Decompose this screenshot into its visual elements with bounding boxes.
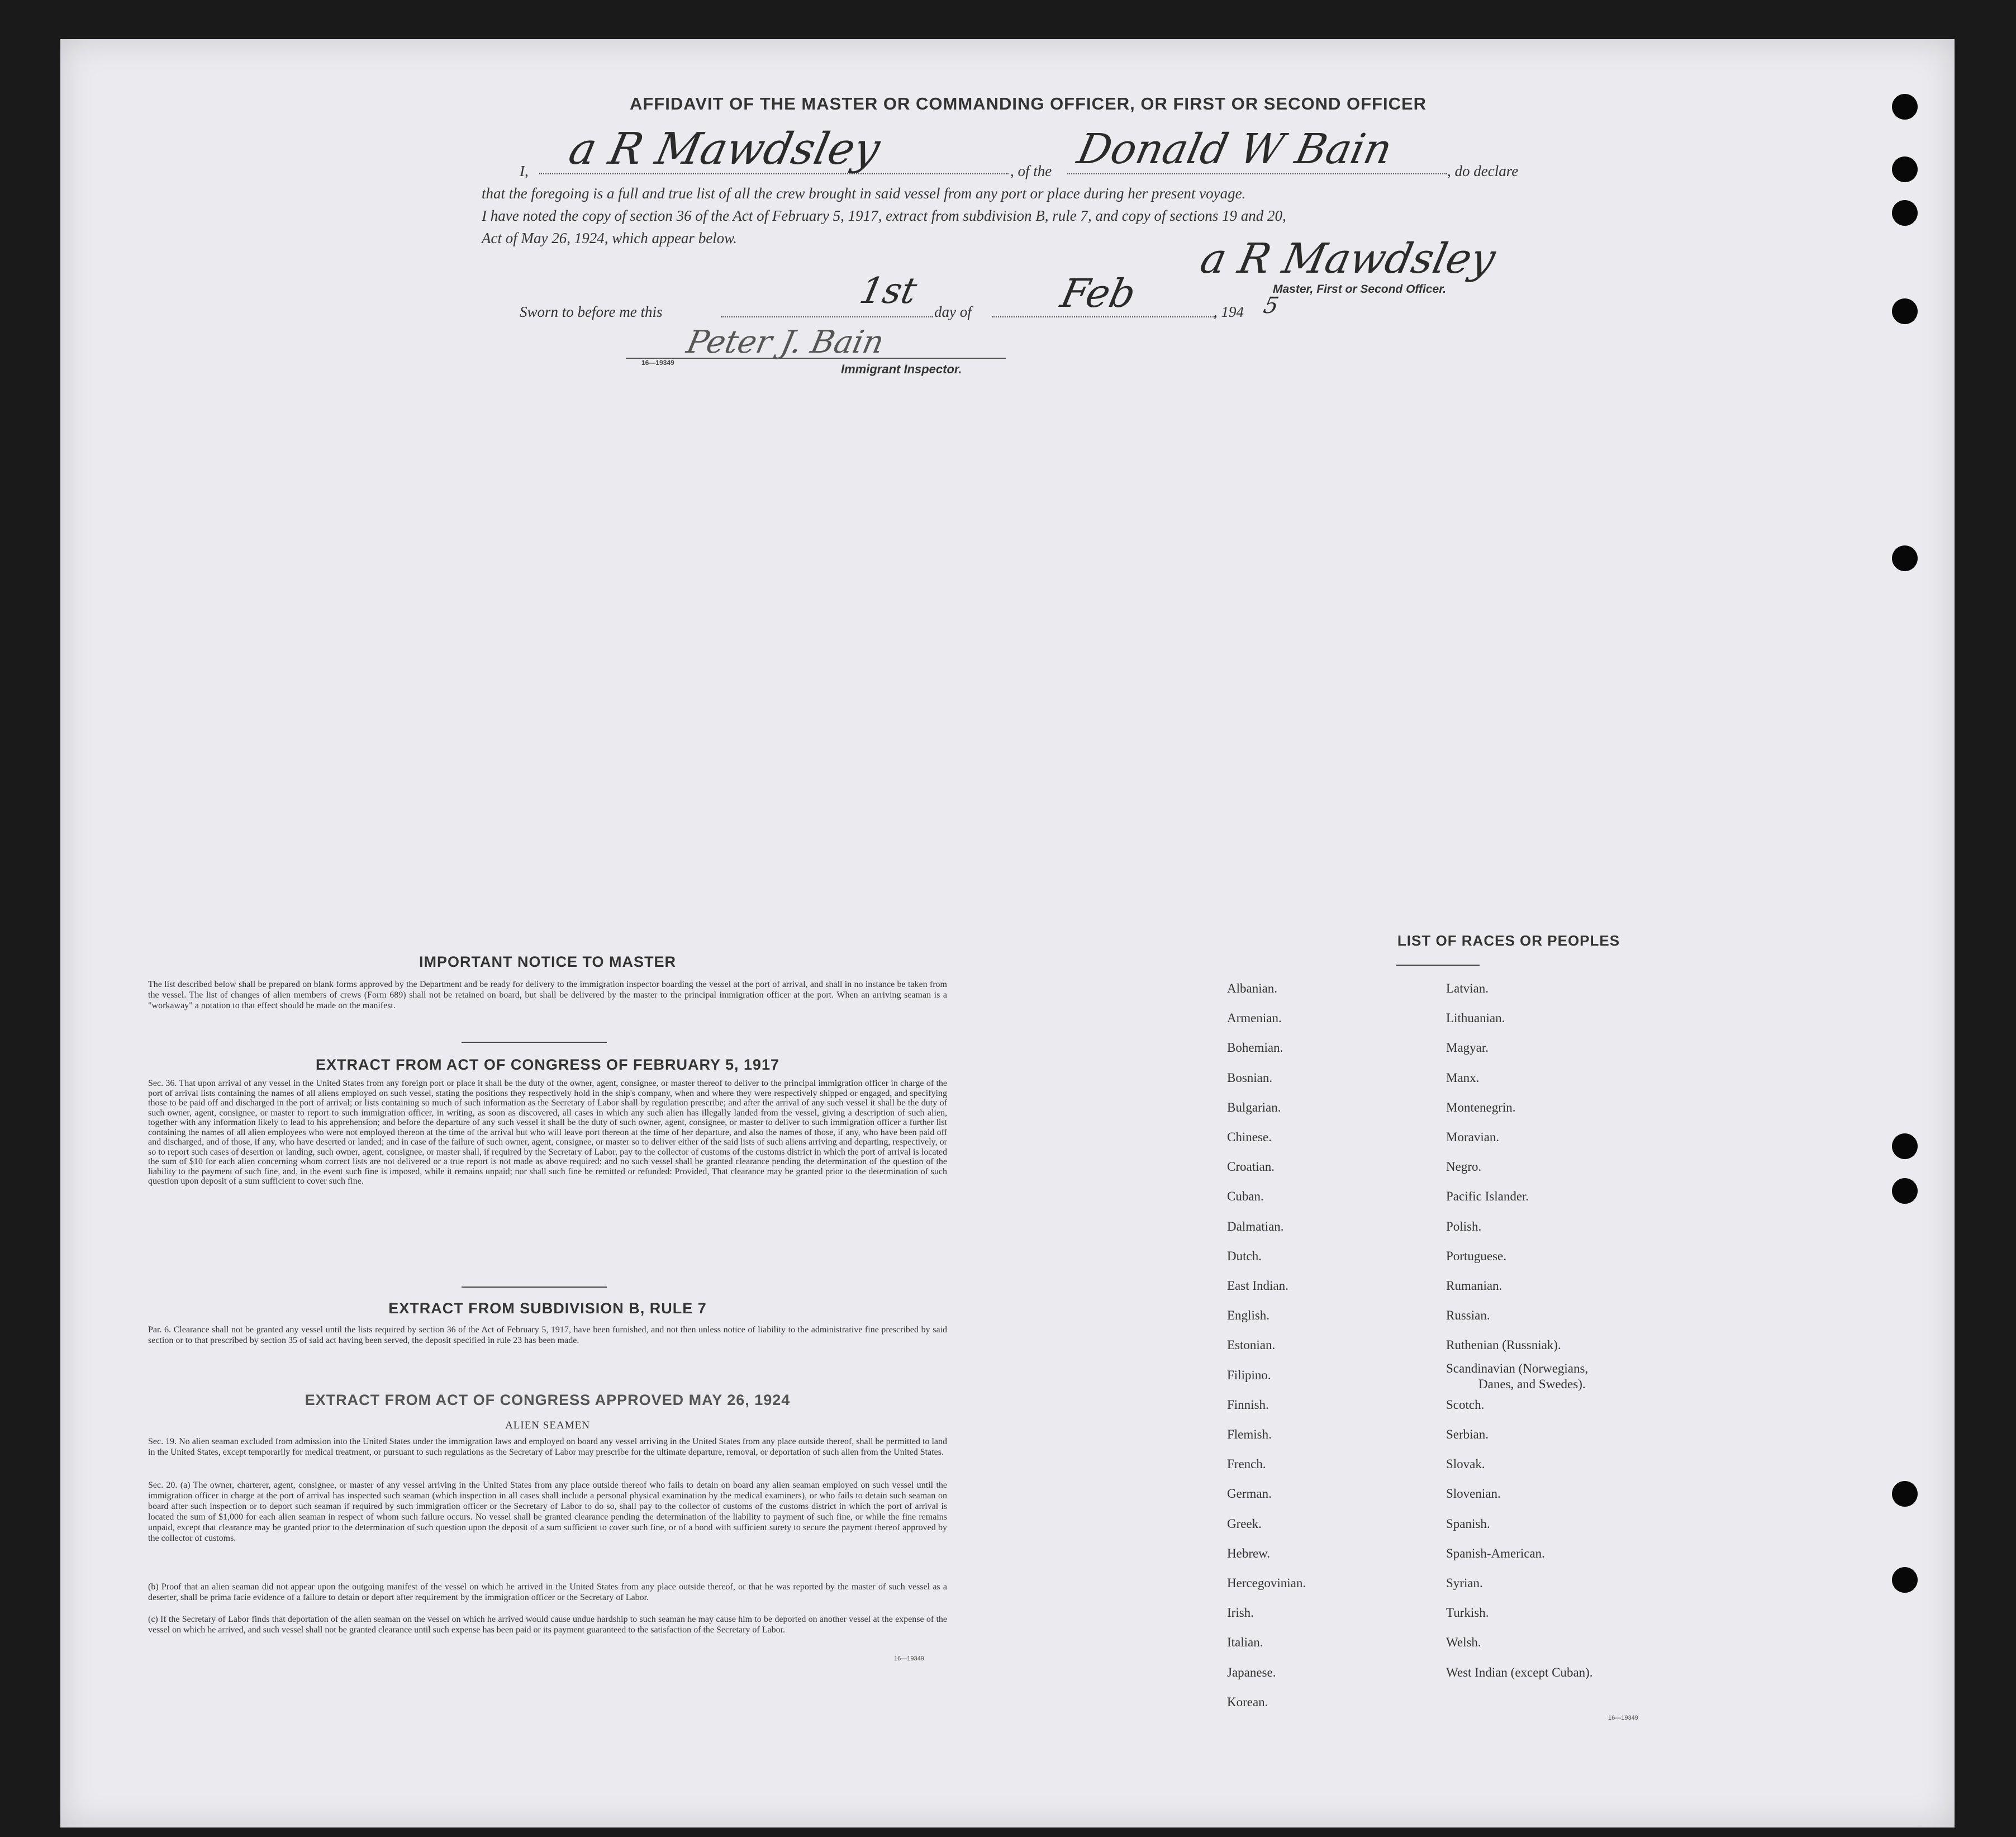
binder-hole xyxy=(1892,1178,1918,1204)
extract-1924-sec20a: Sec. 20. (a) The owner, charterer, agent, consignee, or master of any vessel arriving in the United States from any place outside thereof who fails to detain on board any alien seaman employed on such vessel until the immigration officer in charge at the port of arrival has inspected such seaman (which inspection in all cases shall include a personal physical examination by the medical examiners), or who fails to detain such seaman on board after such inspection or to deport such seaman if required by such immigration officer or the Secretary of Labor to do so, shall pay to the collector of customs of the customs district in which the port of arrival is located the sum of $1,000 for each alien seaman in respect of whom such failure occurs. No vessel shall be granted clearance pending the determination of the liability to payment of such fine, or while the fine remains unpaid, except that clearance may be granted prior to the determination of such question upon the deposit of a sum sufficient to cover such fine, or of a bond with sufficient surety to secure the payment thereof approved by the collector of customs. xyxy=(148,1480,947,1543)
race-item: Magyar. xyxy=(1446,1041,1489,1055)
extract-form-number: 16—19349 xyxy=(894,1655,924,1662)
race-item: Slovak. xyxy=(1446,1457,1485,1472)
master-name-handwritten: a R Mawdsley xyxy=(564,124,885,174)
race-item: Danes, and Swedes). xyxy=(1478,1376,1586,1391)
race-item: Dutch. xyxy=(1227,1249,1262,1263)
race-item: Korean. xyxy=(1227,1694,1268,1709)
extract-1924-title: EXTRACT FROM ACT OF CONGRESS APPROVED MAY 26, 1924 xyxy=(305,1392,791,1408)
race-item: Filipino. xyxy=(1227,1368,1271,1382)
sworn-label: Sworn to before me this xyxy=(520,303,663,320)
master-signature-caption: Master, First or Second Officer. xyxy=(1273,283,1447,296)
race-item: Welsh. xyxy=(1446,1635,1481,1650)
race-item: German. xyxy=(1227,1487,1272,1501)
race-item: Spanish. xyxy=(1446,1516,1490,1531)
extract-rule7-title: EXTRACT FROM SUBDIVISION B, RULE 7 xyxy=(388,1300,707,1317)
race-item: Russian. xyxy=(1446,1308,1490,1323)
races-title: LIST OF RACES OR PEOPLES xyxy=(1397,932,1620,949)
race-item: Negro. xyxy=(1446,1160,1482,1174)
race-item: Moravian. xyxy=(1446,1130,1500,1144)
binder-hole xyxy=(1892,94,1918,120)
binder-hole xyxy=(1892,156,1918,182)
month-line xyxy=(992,316,1215,317)
affidavit-line-3: I have noted the copy of section 36 of the Act of February 5, 1917, extract from subdivision B, rule 7, and copy of sections 19 and 20, xyxy=(482,207,1286,224)
race-item: Flemish. xyxy=(1227,1427,1272,1441)
race-item: Manx. xyxy=(1446,1070,1480,1085)
race-item: Greek. xyxy=(1227,1516,1262,1531)
race-item: Albanian. xyxy=(1227,981,1278,995)
race-item: Dalmatian. xyxy=(1227,1219,1284,1233)
day-handwritten: 1st xyxy=(856,270,921,312)
race-item: Ruthenian (Russniak). xyxy=(1446,1338,1561,1352)
binder-hole xyxy=(1892,298,1918,324)
race-item: Bulgarian. xyxy=(1227,1100,1281,1114)
race-item: Bosnian. xyxy=(1227,1070,1273,1085)
binder-hole xyxy=(1892,1481,1918,1507)
race-item: Japanese. xyxy=(1227,1665,1276,1679)
divider xyxy=(1396,965,1480,966)
affidavit-title: AFFIDAVIT OF THE MASTER OR COMMANDING OFFICER, OR FIRST OR SECOND OFFICER xyxy=(629,94,1427,113)
race-item: Scandinavian (Norwegians, xyxy=(1446,1361,1589,1375)
race-item: Hebrew. xyxy=(1227,1546,1271,1560)
binder-hole xyxy=(1892,1567,1918,1593)
race-item: East Indian. xyxy=(1227,1279,1288,1293)
race-item: Latvian. xyxy=(1446,981,1489,995)
race-item: Armenian. xyxy=(1227,1011,1282,1026)
race-item: Slovenian. xyxy=(1446,1487,1501,1501)
race-item: Spanish-American. xyxy=(1446,1546,1545,1560)
race-item: Rumanian. xyxy=(1446,1279,1503,1293)
race-item: Montenegrin. xyxy=(1446,1100,1516,1114)
divider xyxy=(462,1287,607,1288)
divider xyxy=(462,1042,607,1043)
month-handwritten: Feb xyxy=(1057,270,1140,316)
binder-hole xyxy=(1892,1133,1918,1159)
affidavit-form-number: 16—19349 xyxy=(641,359,674,367)
race-item: Hercegovinian. xyxy=(1227,1576,1306,1590)
race-item: English. xyxy=(1227,1308,1270,1323)
vessel-name-line xyxy=(1067,173,1447,174)
binder-hole xyxy=(1892,200,1918,226)
affidavit-line-4: Act of May 26, 1924, which appear below. xyxy=(482,230,737,246)
extract-1924-sec20b: (b) Proof that an alien seaman did not appear upon the outgoing manifest of the vessel on which he arrived in the United States from any place outside thereof, or that he was reported by the master of such vessel as a deserter, shall be prima facie evidence of a failure to detain or deport after requirement by the immigration officer or the Secretary of Labor. xyxy=(148,1582,947,1602)
race-item: West Indian (except Cuban). xyxy=(1446,1665,1593,1679)
extract-1924-sec20c: (c) If the Secretary of Labor finds that deportation of the alien seaman on the vessel on which he arrived would cause undue hardship to such seaman he may cause him to be deported on another vessel at the expense of the vessel on which he arrived, and such vessel shall not be granted clearance until such expense has been paid or its payment guaranteed to the satisfaction of the Secretary of Labor. xyxy=(148,1615,947,1635)
race-item: Turkish. xyxy=(1446,1606,1489,1620)
race-item: Estonian. xyxy=(1227,1338,1276,1352)
notice-title: IMPORTANT NOTICE TO MASTER xyxy=(419,953,676,970)
race-item: Portuguese. xyxy=(1446,1249,1506,1263)
day-of-label: day of xyxy=(934,303,972,320)
affidavit-of-the: , of the xyxy=(1010,163,1052,179)
day-line xyxy=(721,316,933,317)
year-handwritten: 5 xyxy=(1261,293,1281,319)
notice-text: The list described below shall be prepared on blank forms approved by the Department and be ready for delivery to the immigration inspector boarding the vessel at the port of arrival, and shall in no instance be taken from the vessel. The list of changes of alien members of crews (Form 689) shall not be retained on board, but shall be delivered by the master to the principal immigration officer at the port. When an arriving seaman is a "workaway" a notation to that effect should be made on the manifest. xyxy=(148,980,947,1010)
affidavit-line-2: that the foregoing is a full and true list of all the crew brought in said vessel from any port or place during her present voyage. xyxy=(482,185,1246,202)
vessel-name-handwritten: Donald W Bain xyxy=(1073,125,1396,173)
extract-rule7-text: Par. 6. Clearance shall not be granted any vessel until the lists required by section 36 of the Act of February 5, 1917, have been furnished, and not then unless notice of liability to the administrative fine prescribed by said section or to that prescribed by section 35 of said act having been served, the deposit specified in rule 23 has been made. xyxy=(148,1325,947,1345)
race-item: Italian. xyxy=(1227,1635,1263,1650)
race-item: Finnish. xyxy=(1227,1397,1269,1412)
affidavit-i-label: I, xyxy=(520,163,529,179)
extract-1917-text: Sec. 36. That upon arrival of any vessel in the United States from any foreign port or place it shall be the duty of the owner, agent, consignee, or master thereof to deliver to the principal immigration officer in charge of the port of arrival lists containing the names of all aliens employed on such vessel, stating the positions they respectively hold in the ship's company, when and where they were respectively shipped or engaged, and specifying those to be paid off and discharged in the port of arrival; or lists containing so much of such information as the Secretary of Labor shall by regulation prescribe; and after the arrival of any such vessel it shall be the duty of such owner, agent, consignee, or master to report to such immigration officer, in writing, as soon as discovered, all cases in which any such alien has illegally landed from the vessel, giving a description of such alien, together with any information likely to lead to his apprehension; and before the departure of any such vessel it shall be the duty of such owner, agent, consignee, or master to deliver to such immigration officer a further list containing the names of all alien employees who were not employed thereon at the time of the arrival but who will leave port thereon at the time of her departure, and also the names of those, if any, who have been paid off and discharged, and of those, if any, who have deserted or landed; and in case of the failure of such owner, agent, consignee, or master so to deliver either of the said lists of such aliens arriving and departing, respectively, or so to report such cases of desertion or landing, such owner, agent, consignee, or master shall, if required by the Secretary of Labor, pay to the collector of customs of the customs district in which the port of arrival is located the sum of $10 for each alien concerning whom correct lists are not delivered or a true report is not made as above required; and no such vessel shall be granted clearance pending the determination of the question of the liability to the payment of such fine, and, in the event such fine is imposed, while it remains unpaid; nor shall such fine be remitted or refunded: Provided, That clearance may be granted prior to the determination of such question upon deposit of a sum sufficient to cover such fine. xyxy=(148,1079,947,1186)
affidavit-do-declare: , do declare xyxy=(1447,163,1519,179)
binder-hole xyxy=(1892,545,1918,571)
race-item: Chinese. xyxy=(1227,1130,1272,1144)
race-item: Irish. xyxy=(1227,1606,1254,1620)
race-item: Polish. xyxy=(1446,1219,1482,1233)
race-item: Bohemian. xyxy=(1227,1041,1283,1055)
inspector-signature: Peter J. Bain xyxy=(683,324,887,360)
race-item: Pacific Islander. xyxy=(1446,1189,1529,1204)
year-prefix: , 194 xyxy=(1214,303,1244,320)
race-item: Scotch. xyxy=(1446,1397,1485,1412)
race-item: French. xyxy=(1227,1457,1266,1472)
inspector-caption: Immigrant Inspector. xyxy=(841,362,962,376)
race-item: Syrian. xyxy=(1446,1576,1483,1590)
race-item: Cuban. xyxy=(1227,1189,1264,1204)
extract-1924-subtitle: ALIEN SEAMEN xyxy=(505,1420,590,1431)
race-item: Serbian. xyxy=(1446,1427,1489,1441)
extract-1917-title: EXTRACT FROM ACT OF CONGRESS OF FEBRUARY 5, 1917 xyxy=(315,1056,780,1073)
master-signature: a R Mawdsley xyxy=(1196,235,1500,283)
races-form-number: 16—19349 xyxy=(1608,1715,1638,1721)
race-item: Croatian. xyxy=(1227,1160,1275,1174)
race-item: Lithuanian. xyxy=(1446,1011,1505,1026)
extract-1924-sec19: Sec. 19. No alien seaman excluded from admission into the United States under the immigration laws and employed on board any vessel arriving in the United States from any place outside thereof, shall be permitted to land in the United States, except temporarily for medical treatment, or pursuant to such regulations as the Secretary of Labor may prescribe for the ultimate departure, removal, or deportation of such alien from the United States. xyxy=(148,1437,947,1457)
